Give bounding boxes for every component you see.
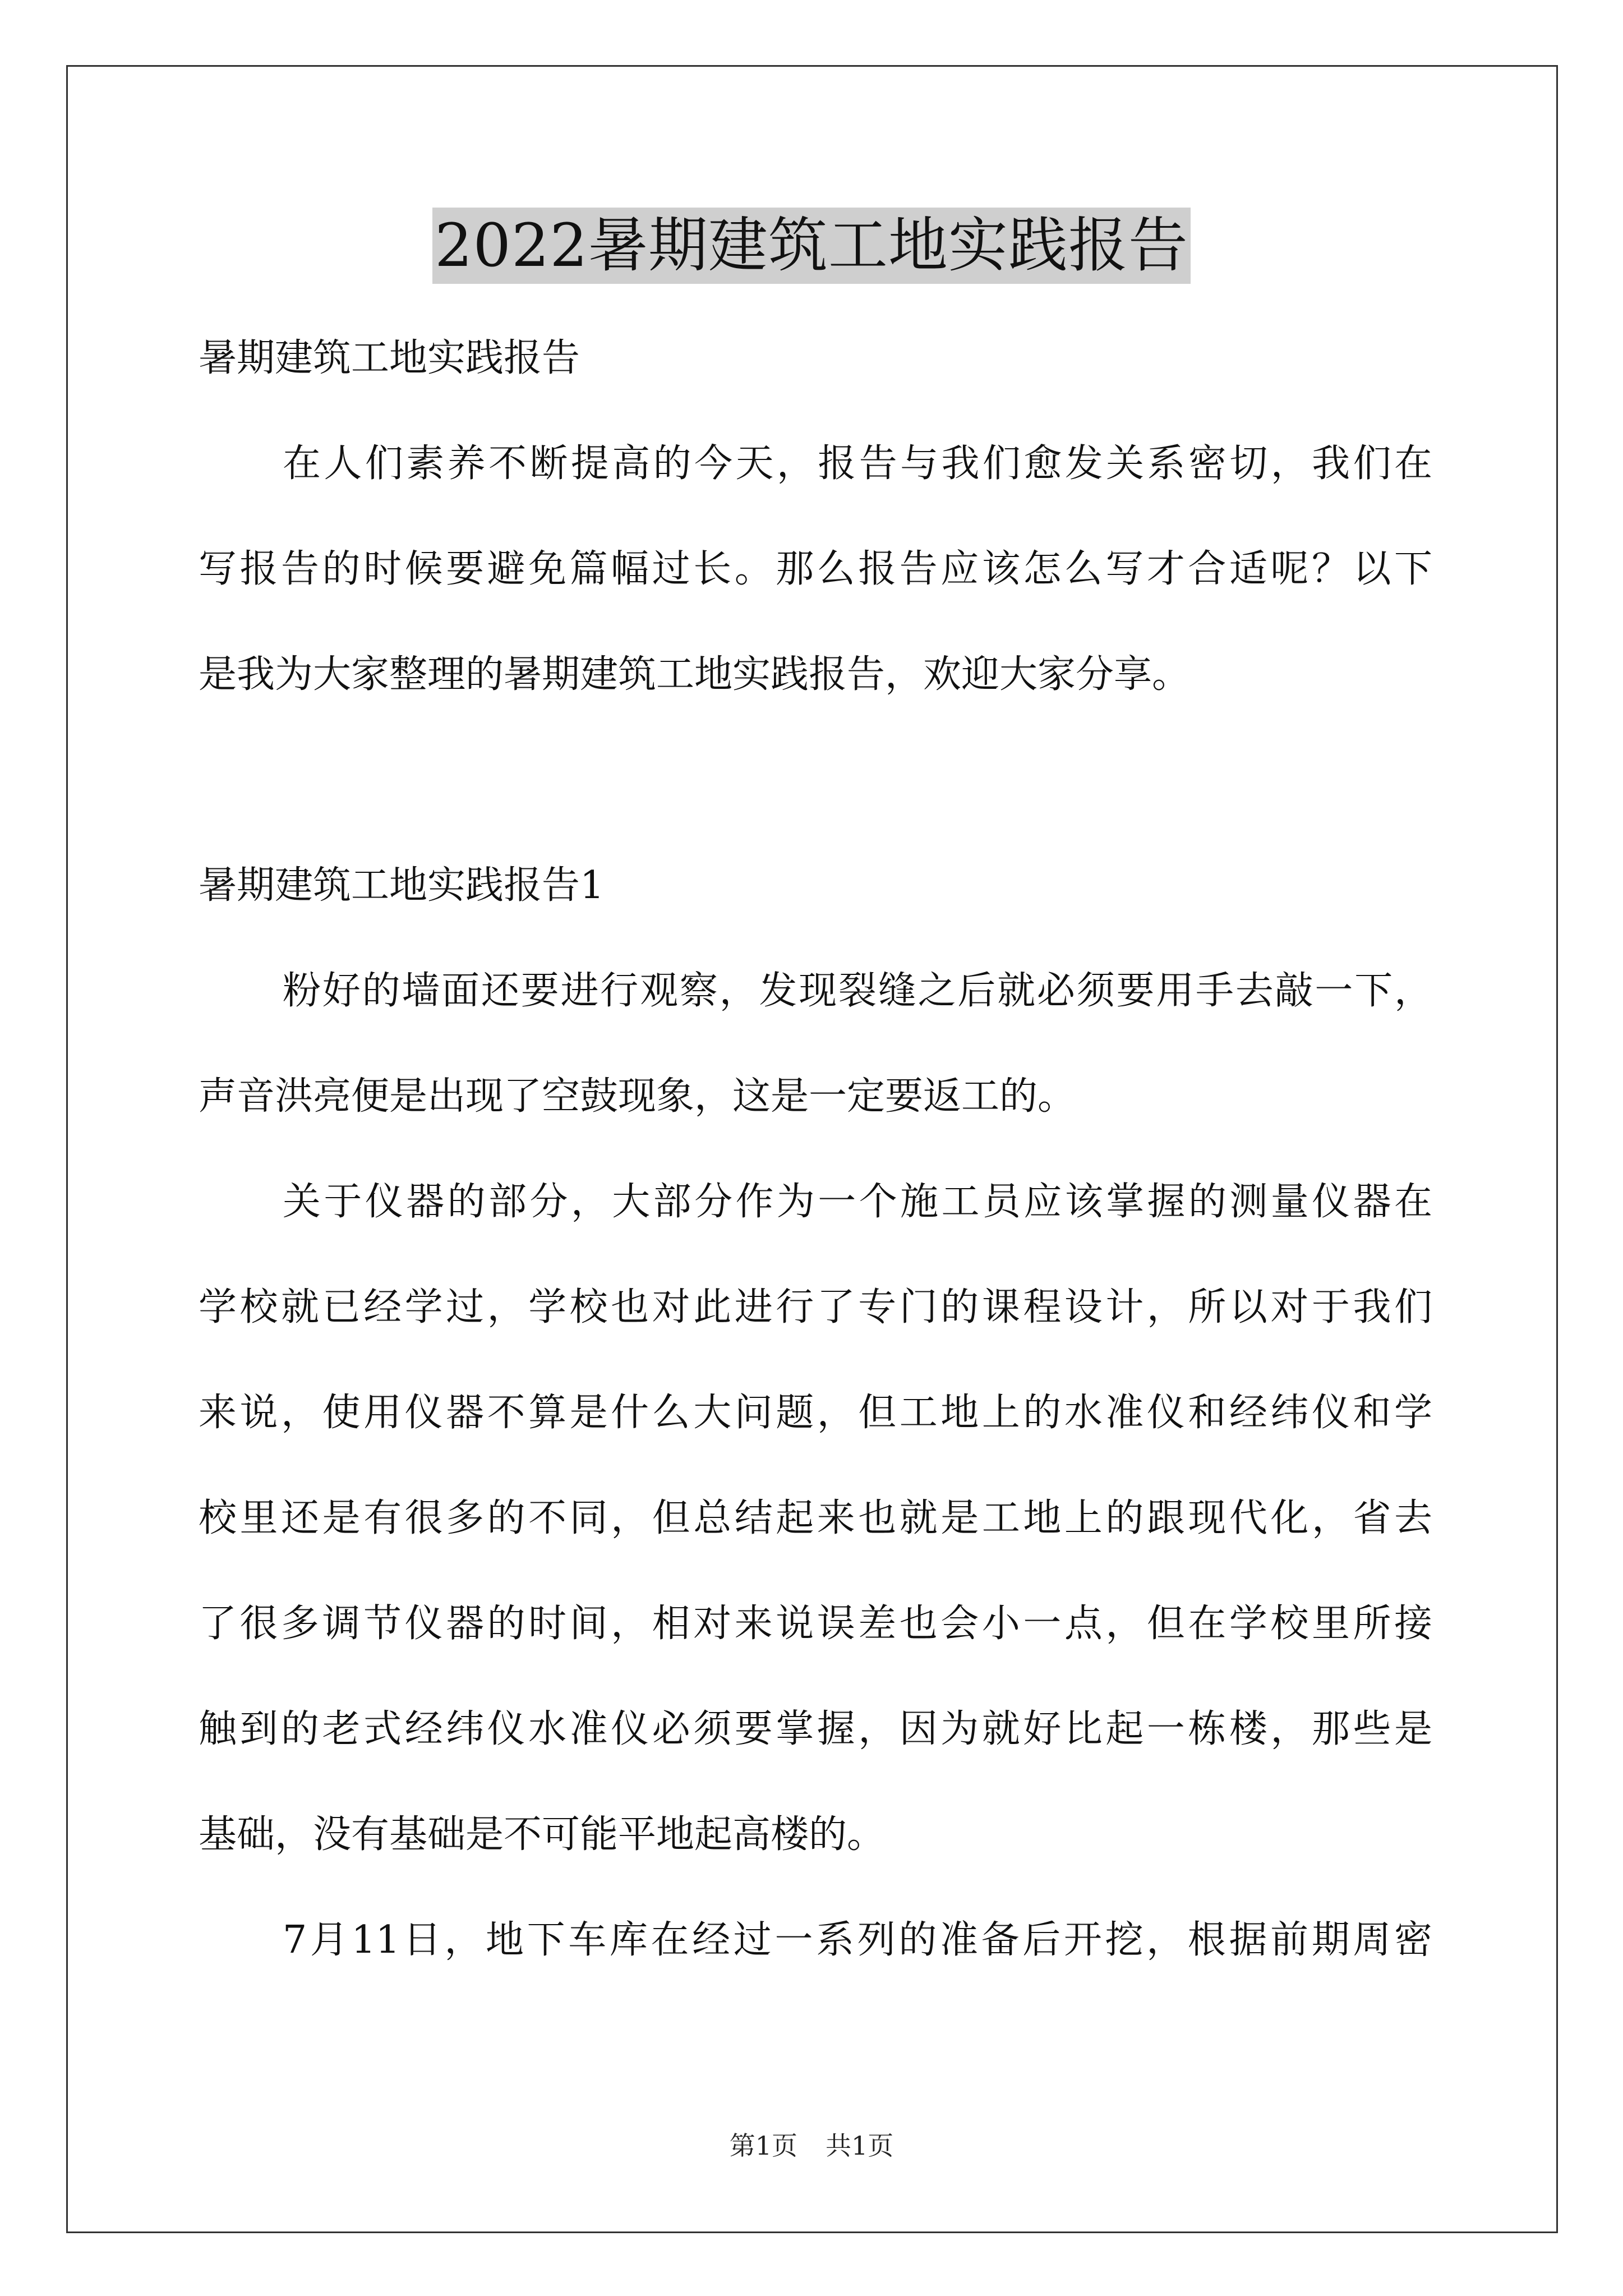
page-footer [0, 2129, 1623, 2162]
paragraph-line: 了很多调节仪器的时间，相对来说误差也会小一点，但在学校里所接 [199, 1602, 1432, 1646]
paragraph-2 [199, 1149, 1432, 1888]
paragraph-line: 声音洪亮便是出现了空鼓现象，这是一定要返工的。 [199, 1074, 1076, 1119]
paragraph-line: 在人们素养不断提高的今天，报告与我们愈发关系密切，我们在 [283, 441, 1432, 486]
document-title: 2022暑期建筑工地实践报告 [432, 208, 1191, 284]
paragraph-gap [199, 728, 1432, 833]
paragraph-1 [199, 938, 1432, 1149]
paragraph-line: 粉好的墙面还要进行观察，发现裂缝之后就必须要用手去敲一下， [283, 969, 1432, 1013]
paragraph-line: 校里还是有很多的不同，但总结起来也就是工地上的跟现代化，省去 [199, 1496, 1432, 1540]
paragraph-line: 关于仪器的部分，大部分作为一个施工员应该掌握的测量仪器在 [283, 1180, 1432, 1224]
title-container [0, 208, 1623, 284]
paragraph-line: 来说，使用仪器不算是什么大问题，但工地上的水准仪和经纬仪和学 [199, 1391, 1432, 1435]
page-number: 第1页 [729, 2131, 797, 2161]
paragraph-line: 学校就已经学过，学校也对此进行了专门的课程设计，所以对于我们 [199, 1285, 1432, 1329]
paragraph-3 [199, 1888, 1432, 1993]
page-total: 共1页 [826, 2131, 894, 2161]
paragraph-line: 基础，没有基础是不可能平地起高楼的。 [199, 1812, 886, 1857]
document-subtitle: 暑期建筑工地实践报告 [199, 336, 580, 380]
paragraph-line: 写报告的时候要避免篇幅过长。那么报告应该怎么写才合适呢？以下 [199, 547, 1432, 591]
section-heading: 暑期建筑工地实践报告1 [199, 863, 605, 908]
paragraph-line: 是我为大家整理的暑期建筑工地实践报告，欢迎大家分享。 [199, 652, 1191, 697]
intro-paragraph [199, 411, 1432, 728]
document-body [199, 306, 1432, 1993]
paragraph-line: 7月11日，地下车库在经过一系列的准备后开挖，根据前期周密 [283, 1918, 1432, 1962]
paragraph-line: 触到的老式经纬仪水准仪必须要掌握，因为就好比起一栋楼，那些是 [199, 1707, 1432, 1751]
